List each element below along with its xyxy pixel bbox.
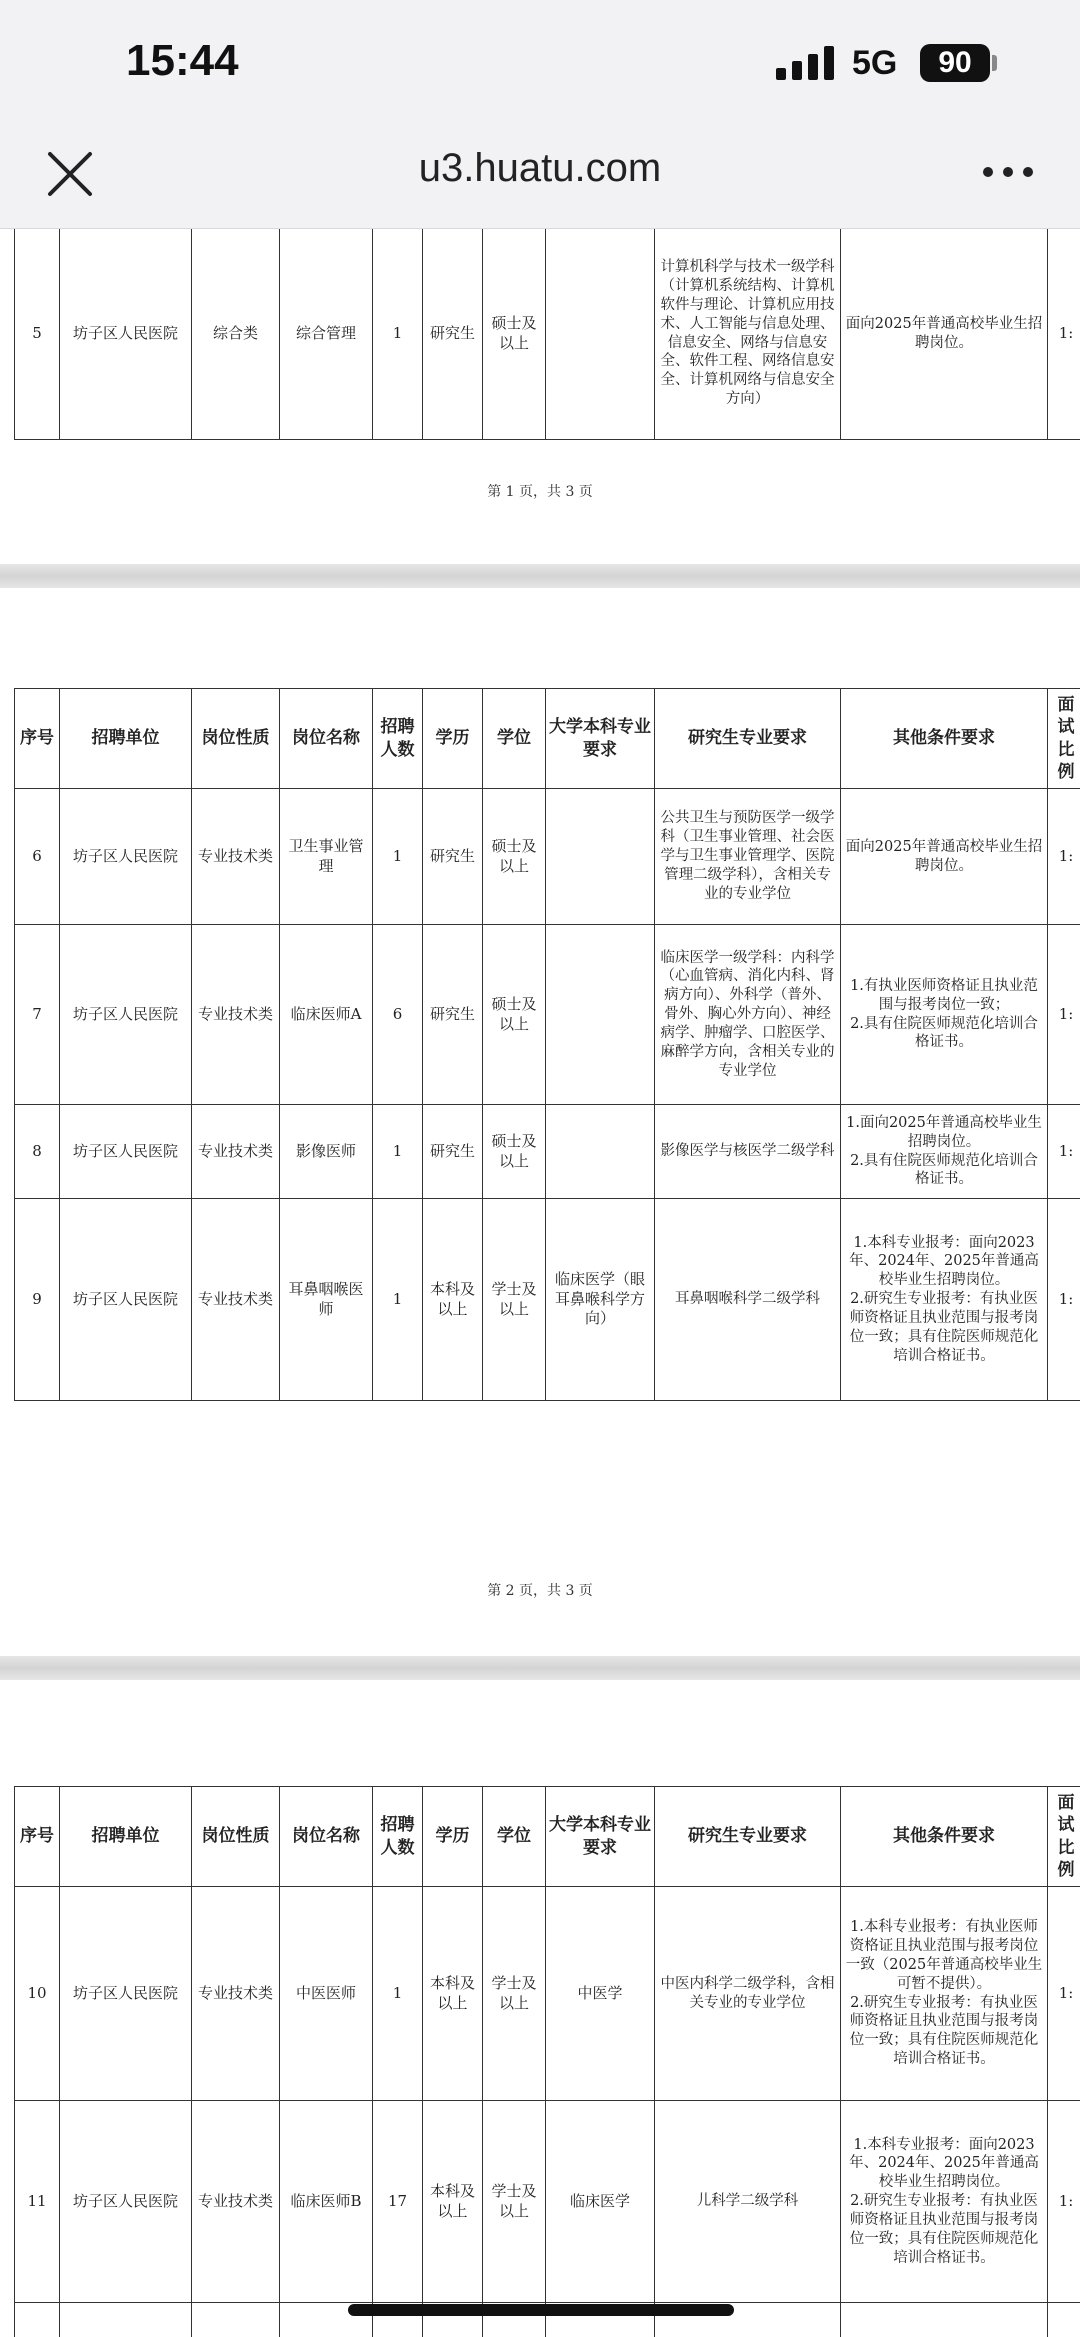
cell-ratio: 1: bbox=[1048, 229, 1080, 440]
cell-bachelor: 中医学 bbox=[546, 1887, 655, 2101]
table-row bbox=[15, 2101, 1080, 2303]
browser-header bbox=[0, 0, 1080, 229]
cell-grad: 耳鼻咽喉科学二级学科 bbox=[655, 1199, 841, 1401]
cell-bachelor: 临床医学（眼耳鼻喉科学方向） bbox=[546, 1199, 655, 1401]
header-type: 岗位性质 bbox=[192, 689, 280, 789]
cell-ratio: 1: bbox=[1048, 925, 1080, 1105]
network-type: 5G bbox=[852, 44, 898, 82]
page-footer: 第 2 页，共 3 页 bbox=[487, 1583, 593, 1599]
cell-grad: 影像医学与核医学二级学科 bbox=[655, 1105, 841, 1199]
table-row bbox=[15, 789, 1080, 925]
header-no: 序号 bbox=[15, 689, 60, 789]
table-row bbox=[15, 925, 1080, 1105]
page-separator bbox=[0, 564, 1080, 588]
cell-no: 10 bbox=[15, 1887, 60, 2101]
cell-no: 6 bbox=[15, 789, 60, 925]
table-header-row bbox=[15, 1787, 1080, 1887]
cell-degree: 硕士及以上 bbox=[483, 925, 546, 1105]
page-footer: 第 1 页，共 3 页 bbox=[487, 484, 593, 500]
cell-unit: 坊子区人民医院 bbox=[60, 1887, 192, 2101]
cell-name: 中医医师 bbox=[280, 1887, 373, 2101]
header-grad: 研究生专业要求 bbox=[655, 689, 841, 789]
cell-bachelor: 临床医学 bbox=[546, 2101, 655, 2303]
cell-count: 1 bbox=[373, 789, 423, 925]
cell-no: 11 bbox=[15, 2101, 60, 2303]
recruitment-table-page-1 bbox=[14, 229, 1080, 440]
cell-edu: 研究生 bbox=[423, 925, 483, 1105]
cell-other: 1.有执业医师资格证且执业范围与报考岗位一致； 2.具有住院医师规范化培训合格证书。 bbox=[841, 925, 1048, 1105]
header-bachelor: 大学本科专业要求 bbox=[546, 689, 655, 789]
cell-edu: 本科及以上 bbox=[423, 2101, 483, 2303]
cell-edu: 研究生 bbox=[423, 789, 483, 925]
cell-count: 17 bbox=[373, 2101, 423, 2303]
cell-type: 专业技术类 bbox=[192, 789, 280, 925]
signal-icon bbox=[776, 46, 834, 80]
cell-no: 7 bbox=[15, 925, 60, 1105]
header-degree: 学位 bbox=[483, 689, 546, 789]
cell-type: 专业技术类 bbox=[192, 1887, 280, 2101]
header-grad: 研究生专业要求 bbox=[655, 1787, 841, 1887]
status-time: 15:44 bbox=[126, 36, 239, 85]
cell-edu: 本科及以上 bbox=[423, 1199, 483, 1401]
cell-ratio: 1: bbox=[1048, 1105, 1080, 1199]
cell-count: 1 bbox=[373, 229, 423, 440]
header-ratio: 面试比例 bbox=[1048, 1787, 1080, 1887]
cell-name: 临床医师B bbox=[280, 2101, 373, 2303]
table-header-row bbox=[15, 689, 1080, 789]
cell-other: 1.本科专业报考：有执业医师资格证且执业范围与报考岗位一致（2025年普通高校毕业生可暂不提供）。 2.研究生专业报考：有执业医师资格证且执业范围与报考岗位一致；具有住院医师规范化培训合格证书。 bbox=[841, 1887, 1048, 2101]
header-other: 其他条件要求 bbox=[841, 1787, 1048, 1887]
table-row bbox=[15, 1105, 1080, 1199]
cell-other: 1.本科专业报考：面向2023年、2024年、2025年普通高校毕业生招聘岗位。 2.研究生专业报考：有执业医师资格证且执业范围与报考岗位一致；具有住院医师规范化培训合格证书。 bbox=[841, 1199, 1048, 1401]
header-bachelor: 大学本科专业要求 bbox=[546, 1787, 655, 1887]
cell-no: 5 bbox=[15, 229, 60, 440]
header-ratio: 面试比例 bbox=[1048, 689, 1080, 789]
cell-ratio: 1: bbox=[1048, 2101, 1080, 2303]
cell-edu: 本科及以上 bbox=[423, 1887, 483, 2101]
table-row bbox=[15, 1199, 1080, 1401]
cell-ratio: 1: bbox=[1048, 789, 1080, 925]
cell-other: 1.面向2025年普通高校毕业生招聘岗位。 2.具有住院医师规范化培训合格证书。 bbox=[841, 1105, 1048, 1199]
header-unit: 招聘单位 bbox=[60, 1787, 192, 1887]
cell-type: 专业技术类 bbox=[192, 2101, 280, 2303]
table-row bbox=[15, 1887, 1080, 2101]
cell-count: 1 bbox=[373, 1199, 423, 1401]
cell-other: 1.本科专业报考：面向2023年、2024年、2025年普通高校毕业生招聘岗位。 2.研究生专业报考：有执业医师资格证且执业范围与报考岗位一致；具有住院医师规范化培训合格证书。 bbox=[841, 2101, 1048, 2303]
cell-other: 面向2025年普通高校毕业生招聘岗位。 bbox=[841, 789, 1048, 925]
cell-type: 专业技术类 bbox=[192, 1199, 280, 1401]
header-no: 序号 bbox=[15, 1787, 60, 1887]
cell-degree: 学士及以上 bbox=[483, 2101, 546, 2303]
header-other: 其他条件要求 bbox=[841, 689, 1048, 789]
cell-count: 6 bbox=[373, 925, 423, 1105]
cell-bachelor bbox=[546, 1105, 655, 1199]
cell-grad: 公共卫生与预防医学一级学科（卫生事业管理、社会医学与卫生事业管理学、医院管理二级学科），含相关专业的专业学位 bbox=[655, 789, 841, 925]
header-unit: 招聘单位 bbox=[60, 689, 192, 789]
cell-ratio: 1: bbox=[1048, 1887, 1080, 2101]
cell-type: 专业技术类 bbox=[192, 1105, 280, 1199]
cell-bachelor bbox=[546, 229, 655, 440]
header-name: 岗位名称 bbox=[280, 1787, 373, 1887]
header-edu: 学历 bbox=[423, 1787, 483, 1887]
cell-grad: 临床医学一级学科：内科学（心血管病、消化内科、肾病方向）、外科学（普外、骨外、胸心外方向）、神经病学、肿瘤学、口腔医学、麻醉学方向，含相关专业的专业学位 bbox=[655, 925, 841, 1105]
cell-unit: 坊子区人民医院 bbox=[60, 789, 192, 925]
header-name: 岗位名称 bbox=[280, 689, 373, 789]
cell-no: 8 bbox=[15, 1105, 60, 1199]
cell-unit: 坊子区人民医院 bbox=[60, 2101, 192, 2303]
cell-edu: 研究生 bbox=[423, 1105, 483, 1199]
cell-name: 综合管理 bbox=[280, 229, 373, 440]
table-row bbox=[15, 229, 1080, 440]
cell-count: 1 bbox=[373, 1105, 423, 1199]
cell-bachelor bbox=[546, 789, 655, 925]
cell-ratio: 1: bbox=[1048, 1199, 1080, 1401]
header-edu: 学历 bbox=[423, 689, 483, 789]
cell-grad: 儿科学二级学科 bbox=[655, 2101, 841, 2303]
cell-other: 面向2025年普通高校毕业生招聘岗位。 bbox=[841, 229, 1048, 440]
cell-degree: 学士及以上 bbox=[483, 1199, 546, 1401]
battery-tip-icon bbox=[992, 55, 997, 71]
cell-grad: 中医内科学二级学科，含相关专业的专业学位 bbox=[655, 1887, 841, 2101]
cell-bachelor bbox=[546, 925, 655, 1105]
document-page-3 bbox=[0, 1680, 1080, 2337]
cell-type: 综合类 bbox=[192, 229, 280, 440]
cell-type: 专业技术类 bbox=[192, 925, 280, 1105]
cell-name: 临床医师A bbox=[280, 925, 373, 1105]
cell-unit: 坊子区人民医院 bbox=[60, 1199, 192, 1401]
more-options-icon[interactable] bbox=[980, 160, 1036, 184]
header-degree: 学位 bbox=[483, 1787, 546, 1887]
cell-edu: 研究生 bbox=[423, 229, 483, 440]
url-bar[interactable]: u3.huatu.com bbox=[418, 146, 662, 190]
cell-name: 卫生事业管理 bbox=[280, 789, 373, 925]
document-page-2 bbox=[0, 588, 1080, 1656]
cell-degree: 硕士及以上 bbox=[483, 229, 546, 440]
recruitment-table-page-2 bbox=[14, 688, 1080, 1401]
document-page-1 bbox=[0, 229, 1080, 564]
cell-grad: 计算机科学与技术一级学科（计算机系统结构、计算机软件与理论、计算机应用技术、人工智能与信息处理、信息安全、网络与信息安全、软件工程、网络信息安全、计算机网络与信息安全方向） bbox=[655, 229, 841, 440]
cell-count: 1 bbox=[373, 1887, 423, 2101]
page-separator bbox=[0, 1656, 1080, 1680]
battery-icon: 90 bbox=[920, 44, 990, 82]
cell-no: 9 bbox=[15, 1199, 60, 1401]
cell-degree: 硕士及以上 bbox=[483, 789, 546, 925]
cell-name: 影像医师 bbox=[280, 1105, 373, 1199]
cell-degree: 硕士及以上 bbox=[483, 1105, 546, 1199]
home-indicator[interactable] bbox=[348, 2304, 734, 2316]
header-count: 招聘人数 bbox=[373, 1787, 423, 1887]
header-count: 招聘人数 bbox=[373, 689, 423, 789]
cell-name: 耳鼻咽喉医师 bbox=[280, 1199, 373, 1401]
cell-unit: 坊子区人民医院 bbox=[60, 925, 192, 1105]
cell-degree: 学士及以上 bbox=[483, 1887, 546, 2101]
cell-unit: 坊子区人民医院 bbox=[60, 1105, 192, 1199]
recruitment-table-page-3 bbox=[14, 1786, 1080, 2337]
cell-unit: 坊子区人民医院 bbox=[60, 229, 192, 440]
header-type: 岗位性质 bbox=[192, 1787, 280, 1887]
